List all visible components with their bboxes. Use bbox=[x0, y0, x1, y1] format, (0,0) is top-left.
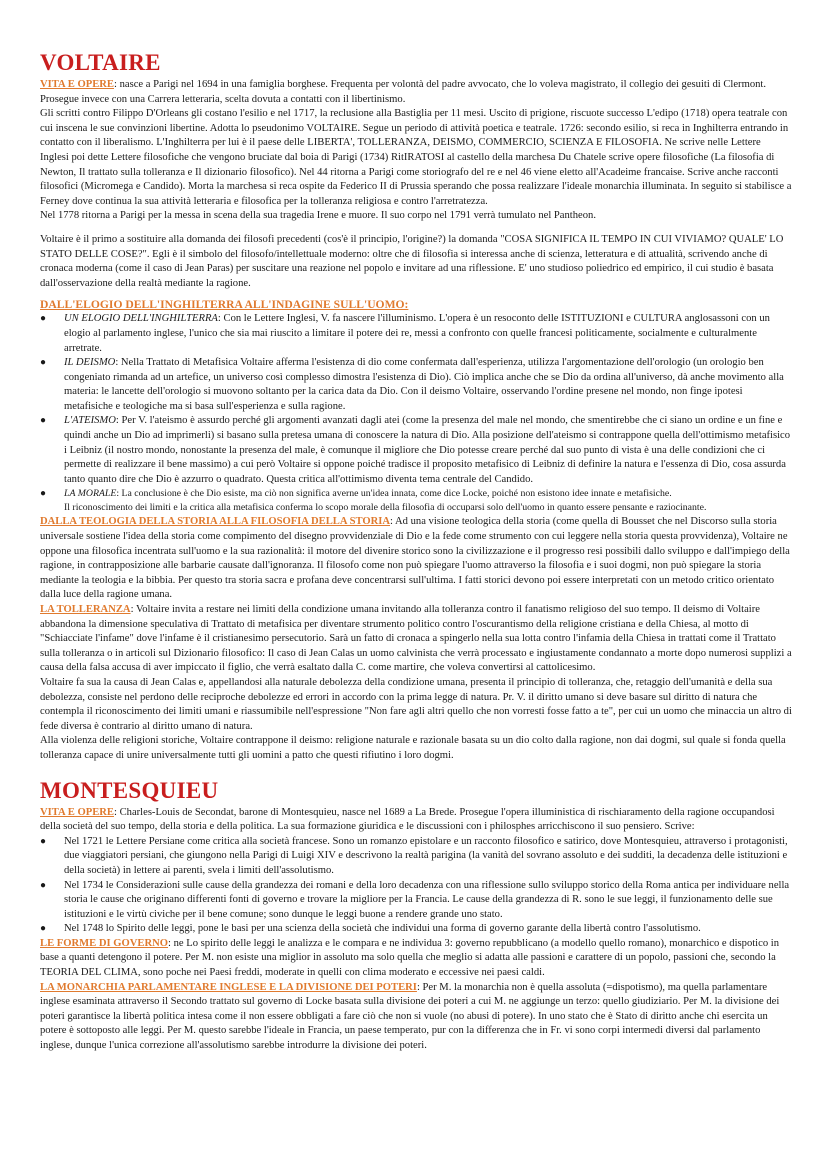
forme-paragraph bbox=[40, 937, 792, 981]
forme-text: : ne Lo spirito delle leggi le analizza e le compara e ne individua 3: governo repubblicano (a modello quello romano), monarchico e dispotico in base a quanti detengono il potere. Per M. non esiste una miglior in assoluto ma solo quella che meglio si adatta alle passioni e carattere di un popolo, passioni che, secondo la TEORIA DEL CLIMA, sono poche nei Paesi freddi, moderate in quelli con clima moderato e eccessive nei paesi caldi. bbox=[40, 937, 780, 979]
work-text: Nel 1734 le Considerazioni sulle cause della grandezza dei romani e della loro decadenza con una riflessione sullo sviluppo storico della Roma antica per individuare nella storia le cause che originano differenti fonti di governo e trovare la migliore per la Francia. Le cause della grandezza di R. sono le sue leggi, il funzionamento delle sue istituzioni e le virtù civiche per il bene comune; sono dunque le leggi buone a rendere grande uno stato. bbox=[64, 879, 790, 920]
bullet-label: UN ELOGIO DELL'INGHILTERRA bbox=[64, 313, 218, 325]
voltaire-title: VOLTAIRE bbox=[40, 50, 161, 75]
bullet-label: LA MORALE bbox=[64, 488, 117, 500]
montesquieu-title: MONTESQUIEU bbox=[40, 777, 219, 803]
voltaire-vita-label: VITA E OPERE bbox=[40, 79, 114, 90]
list-item bbox=[40, 414, 792, 487]
document-page bbox=[40, 50, 792, 1054]
list-item bbox=[40, 879, 792, 923]
montesquieu-works-list bbox=[40, 835, 792, 937]
voltaire-intro: Voltaire è il primo a sostituire alla domanda dei filosofi precedenti (cos'è il principio, l'origine?) la domanda "COSA SIGNIFICA IL TEMPO IN CUI VIVIAMO? QUALE' LO STATO DELLE COSE?". Egli è il simbolo del filosofo/intellettuale moderno: oltre che di filosofia si interessa anche di scienza, letteratura e di attualità, scrivendo anche di cronaca moderna (come il caso di Jean Paras) per suscitare una reazione nel popolo e invitare ad una riflessione. E' uno studioso poliedrico ed empirico, il cui studio è basata dall'osservazione della realtà mediante la ragione. bbox=[40, 233, 784, 289]
forme-label: LE FORME DI GOVERNO bbox=[40, 937, 169, 949]
bullet-text: : Per V. l'ateismo è assurdo perché gli argomenti avanzati dagli atei (come la presenza del male nel mondo, che smentirebbe che ci siano un ordine e un fine e quindi anche un Dio ad imprimerli) si basano sulla pretesa umana di conoscere la natura di Dio. Alla posizione dell'ateismo si contrappone quella dell'ottimismo metafisico i Leibniz (il nostro mondo, nonostante la presenza del male, è comunque il migliore che Dio potesse creare perché dal suo punto di vista è una delle condizioni che ci permette di realizzare il bene massimo) a cui però Voltaire si oppone poiché tradisce il proposito metafisico di Leibniz di definire la natura e l'essenza di Dio, cosa assurda tanto quanto dire che Dio è azzurro o quadrato. Questa critica all'ottimismo diventa tema centrale del Candido. bbox=[64, 415, 791, 485]
montesquieu-vita-label: VITA E OPERE bbox=[40, 806, 114, 818]
monarchia-label: LA MONARCHIA PARLAMENTARE INGLESE E LA DIVISIONE DEI POTERI bbox=[40, 981, 417, 993]
tolleranza-paragraph bbox=[40, 603, 792, 676]
tolleranza-p3: Alla violenza delle religioni storiche, Voltaire contrappone il deismo: religione naturale e razionale basata su un dio colto dalla ragione, non dai dogmi, sul quale si fonda quella tolleranza capace di unire universalmente tutti gli uomini a patto che questi rifiutino i loro dogmi. bbox=[40, 735, 786, 761]
teologia-label: DALLA TEOLOGIA DELLA STORIA ALLA FILOSOFIA DELLA STORIA bbox=[40, 516, 391, 528]
work-text: Nel 1721 le Lettere Persiane come critica alla società francese. Sono un romanzo epistolare e un racconto filosofico e satirico, dove Montesquieu, attraverso i protagonisti, due viaggiatori persiani, che giungono nella Parigi di Luigi XIV e descrivono la realtà parigina (la vanità del sovrano assoluto e dei sudditi, la decadenza delle istituzioni e della società) in lettere ai parenti, svela i limiti dell'assolutismo. bbox=[64, 835, 788, 876]
bullet-label: L'ATEISMO bbox=[64, 415, 116, 427]
bullet-text: : Con le Lettere Inglesi, V. fa nascere l'illuminismo. L'opera è un resoconto delle ISTITUZIONI e CULTURA anglosassoni con un elogio al parlamento inglese, l'unico che sia mai riuscito a limitare il potere dei re, messi a confronto con quelle francesi politicamente, socialmente e culturalmente arretrate. bbox=[64, 313, 770, 354]
work-text: Nel 1748 lo Spirito delle leggi, pone le basi per una scienza della società che individui una forma di governo garante della libertà contro l'assolutismo. bbox=[64, 923, 701, 935]
voltaire-vita-p3: Nel 1778 ritorna a Parigi per la messa in scena della sua tragedia Irene e muore. Il suo corpo nel 1791 verrà tumulato nel Pantheon. bbox=[40, 210, 596, 222]
bullet-label: IL DEISMO bbox=[64, 357, 116, 369]
bullet-icon: ● bbox=[40, 879, 47, 891]
voltaire-bullet-list bbox=[40, 312, 792, 501]
tolleranza-text: : Voltaire invita a restare nei limiti della condizione umana invitando alla tolleranza contro il fanatismo religioso del suo tempo. Il deismo di Voltaire abbandona la dimensione speculativa di Trattato di metafisica per diventare strumento politico contro l'oscurantismo della religione cristiana e della Chiesa, al motto di "Schiacciate l'infame" dove l'infame è il cristianesimo persecutorio. Sarà un fatto di cronaca a spingerlo nella sua lotta contro l'infamia della Chiesa in trattati come il Trattato sulla tolleranza o in articoli sul Dizionario filosofico: Il caso di Jean Calas un uomo calvinista che verrà processato e ingiustamente condannato a morte dopo numerosi supplizi a causa della falsa accusa di aver impiccato il figlio, che verrà esaltato dalla C. come martire, che voleva convertirsi al cattolicesimo. bbox=[40, 604, 792, 674]
voltaire-vita-paragraph bbox=[40, 78, 792, 107]
bullet-icon: ● bbox=[40, 923, 47, 935]
teologia-text: : Ad una visione teologica della storia (come quella di Bousset che nel Discorso sulla storia universale sostiene l'idea della storia come compimento del disegno provvidenziale di Dio e la fede come strumento con cui leggere nella storia questa provvidenza), Voltaire ne oppone una filosofica incentrata sull'uomo e la sua razionalità: il motore del divenire storico sono la civilizzazione e il progresso resi possibili dallo sviluppo e dall'impiego della ragione, in contrapposizione alle barbarie causate dall'ignoranza. Il filosofo come non può spiegare l'uomo attraverso la filosofia e i suoi dogmi, non può spiegare la storia mediante la teologia e la bibbia. Per questo tra storia sacra e profana deve concentrarsi sull'ultima. I fatti storici devono poi essere interpretati con un metodo critico orientato dalla luce della ragione umana. bbox=[40, 516, 790, 601]
list-item bbox=[40, 835, 792, 879]
bullet-text: : Nella Trattato di Metafisica Voltaire afferma l'esistenza di dio come confermata dall'esperienza, utilizza l'argomentazione dell'orologio (un orologio ben congeniato rimanda ad un artefice, un universo così complesso dimostra l'esistenza di Dio). Ciò implica anche che se Dio da ordina all'universo, dà anche movimento alla materia: le lancette dell'orologio si muovono soltanto per la carica data da Dio. Con il deismo Voltaire, osservando l'ordine presene nel mondo, non finge ipotesi metafisiche e teologiche ma si basa sull'esperienza e sulla ragione. bbox=[64, 357, 784, 412]
list-item bbox=[40, 356, 792, 414]
teologia-paragraph bbox=[40, 515, 792, 603]
montesquieu-vita-paragraph bbox=[40, 806, 792, 835]
morale-continuation: Il riconoscimento dei limiti e la critica alla metafisica conferma lo scopo morale della filosofia di occuparsi solo dell'uomo in quanto essere pensante e raziocinante. bbox=[64, 502, 707, 514]
list-item bbox=[40, 487, 792, 501]
elogio-heading: DALL'ELOGIO DELL'INGHILTERRA ALL'INDAGINE SULL'UOMO: bbox=[40, 298, 409, 312]
tolleranza-p2: Voltaire fa sua la causa di Jean Calas e, appellandosi alla naturale debolezza della condizione umana, presenta il principio di tolleranza, che, retaggio dell'umanità e della sua debolezza, consiste nel perdono delle reciproche debolezze ed errori in accordo con la prima legge di natura. Pr. V. il diritto umano si deve basare sul diritto di natura che contempla il riconoscimento dei limiti umani e riassumibile nell'espressione "Non fare agli altri quello che non vorresti fosse fatto a te", per cui un uomo che minaccia un altro di fede diversa è contrario al diritto umano di natura. bbox=[40, 676, 792, 732]
bullet-icon: ● bbox=[40, 415, 47, 427]
monarchia-paragraph bbox=[40, 981, 792, 1054]
bullet-icon: ● bbox=[40, 357, 47, 369]
tolleranza-label: LA TOLLERANZA bbox=[40, 604, 131, 615]
bullet-icon: ● bbox=[40, 488, 47, 500]
voltaire-vita-p2: Gli scritti contro Filippo D'Orleans gli costano l'esilio e nel 1717, la reclusione alla Bastiglia per 11 mesi. Uscito di prigione, riscuote successo L'edipo (1718) opera teatrale con cui inscena le sue convinzioni libertine. Adotta lo pseudonimo VOLTAIRE. Segue un periodo di attività poetica e teatrale. 1726: secondo esilio, si reca in Inghilterra entrando in contatto con il liberalismo. L'Inghilterra per lui è il paese delle LIBERTA', TOLLERANZA, DEISMO, COMMERCIO, SCIENZA E FILOSOFIA. Ne scrive nelle Lettere Inglesi poi dette Lettere filosofiche che vengono bruciate dal boia di Parigi (1734) RitIRATOSI al castello della marchesa Du Chatele scrive opere filosofiche (La filosofia di Newton, Il trattato sulla tolleranza e Il dizionario filosofico). Nel 44 ritorna a Parigi come storiografo del re e nel 46 viene eletto all'Acadeime francaise. Scrive anche racconti filosofici (Micromega e Candido). Morta la marchesa si reca ospite da Federico II di Prussia sperando che possa realizzare l'ideale monarchia illuminata. In seguito si stabilisce a Ferney dove continua la sua attività letteraria e filosofica per la tolleranza religiosa e contro l'arretratezza. bbox=[40, 108, 792, 207]
list-item bbox=[40, 922, 792, 937]
bullet-icon: ● bbox=[40, 313, 47, 325]
bullet-text: : La conclusione è che Dio esiste, ma ciò non significa averne un'idea innata, come dice Locke, poiché non esistono idee innate e metafisiche. bbox=[116, 488, 672, 500]
monarchia-text: : Per M. la monarchia non è quella assoluta (=dispotismo), ma quella parlamentare inglese esaminata attraverso il Secondo trattato sul governo di Locke basata sulla divisione dei poteri a cui M. ne aggiunge un terzo: quello giudiziario. Per M. la divisione dei poteri garantisce la libertà politica intesa come il non essere obbligati a fare ciò che non si vuole (no abusi di potere). In uno stato che è Stato di diritto anche chi esercita un potere è sottoposto alle leggi. Per M. questo sarebbe l'ideale in Francia, un paese temperato, pur con la differenza che in Fr. vi sono corpi intermedi diversi dal parlamento inglese, dunque l'unica correzione all'assolutismo sarebbe introdurre la divisione dei poteri. bbox=[40, 981, 780, 1052]
montesquieu-vita-text: : Charles-Louis de Secondat, barone di Montesquieu, nasce nel 1689 a La Brede. Prosegue l'opera illuministica di rischiaramento della ragione occupandosi della società del suo tempo, della storia e della politica. La sua formazione giuridica e le discussioni con i philosphes arricchiscono il suo pensiero. Scrive: bbox=[40, 806, 775, 833]
bullet-icon: ● bbox=[40, 835, 47, 847]
list-item bbox=[40, 312, 792, 356]
voltaire-vita-text: : nasce a Parigi nel 1694 in una famiglia borghese. Frequenta per volontà del padre avvocato, che lo voleva magistrato, il collegio dei gesuiti di Clermont. Prosegue invece con una Carrera letteraria, scelta dovuta a contatti con il libertinismo. bbox=[40, 79, 767, 105]
